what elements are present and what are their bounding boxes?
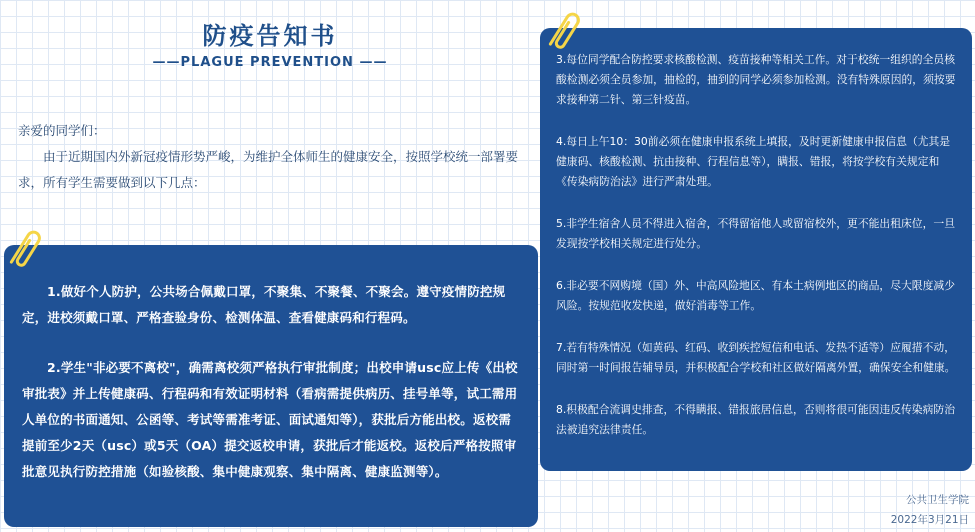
notice-item-5: 5.非学生宿舍人员不得进入宿舍，不得留宿他人或留宿校外，更不能出租床位，一旦发现按学校相关规定进行处分。: [556, 217, 955, 250]
notice-item-8: 8.积极配合流调史排查，不得瞒报、错报旅居信息，否则将很可能因违反传染病防治法被追究法律责任。: [556, 403, 955, 436]
notice-item-2: 2.学生"非必要不离校"，确需离校须严格执行审批制度；出校申请usc应上传《出校审批表》并上传健康码、行程码和有效证明材料（看病需提供病历、挂号单等，试工需用人单位的书面通知、公函等、考试等需准考证、面试通知等），获批后方能出校。返校需提前至少2天（usc）或5天（OA）提交返校申请，获批后才能返校。返校后严格按照审批意见执行防控措施（如验核酸、集中健康观察、集中隔离、健康监测等）。: [22, 360, 518, 479]
notice-item-3: 3.每位同学配合防控要求核酸检测、疫苗接种等相关工作。对于校统一组织的全员核酸检测必须全员参加，抽检的，抽到的同学必须参加检测。没有特殊原因的，须按要求接种第二针、第三针疫苗。: [556, 53, 956, 106]
notice-item-1: 1.做好个人防护，公共场合佩戴口罩，不聚集、不聚餐、不聚会。遵守疫情防控规定，进校须戴口罩、严格查验身份、检测体温、查看健康码和行程码。: [22, 284, 506, 325]
paperclip-icon: [6, 222, 46, 278]
greeting: 亲爱的同学们：: [18, 123, 106, 138]
paperclip-icon: [545, 4, 585, 60]
intro-section: [18, 118, 528, 196]
left-notice-card: [4, 245, 538, 527]
issuer: 公共卫生学院: [906, 494, 969, 506]
page-title: 防疫告知书: [202, 22, 338, 50]
issue-date: 2022年3月21日: [890, 514, 969, 526]
page-subtitle: ——PLAGUE PREVENTION ——: [152, 55, 388, 70]
notice-item-4: 4.每日上午10：30前必须在健康申报系统上填报，及时更新健康申报信息（尤其是健康码、核酸检测、抗由接种、行程信息等），瞒报、错报，将按学校有关规定和《传染病防治法》进行严肃处理。: [556, 135, 951, 188]
right-notice-card: [540, 28, 972, 471]
notice-item-7: 7.若有特殊情况（如黄码、红码、收到疾控短信和电话、发热不适等）应履措不动，同时第一时间报告辅导员，并积极配合学校和社区做好隔离外置，确保安全和健康。: [556, 341, 956, 374]
notice-item-6: 6.非必要不网购境（国）外、中高风险地区、有本土病例地区的商品，尽大限度减少风险。按规范收发快递，做好消毒等工作。: [556, 279, 955, 312]
intro-body: 由于近期国内外新冠疫情形势严峻，为维护全体师生的健康安全，按照学校统一部署要求，所有学生需要做到以下几点：: [18, 149, 519, 190]
